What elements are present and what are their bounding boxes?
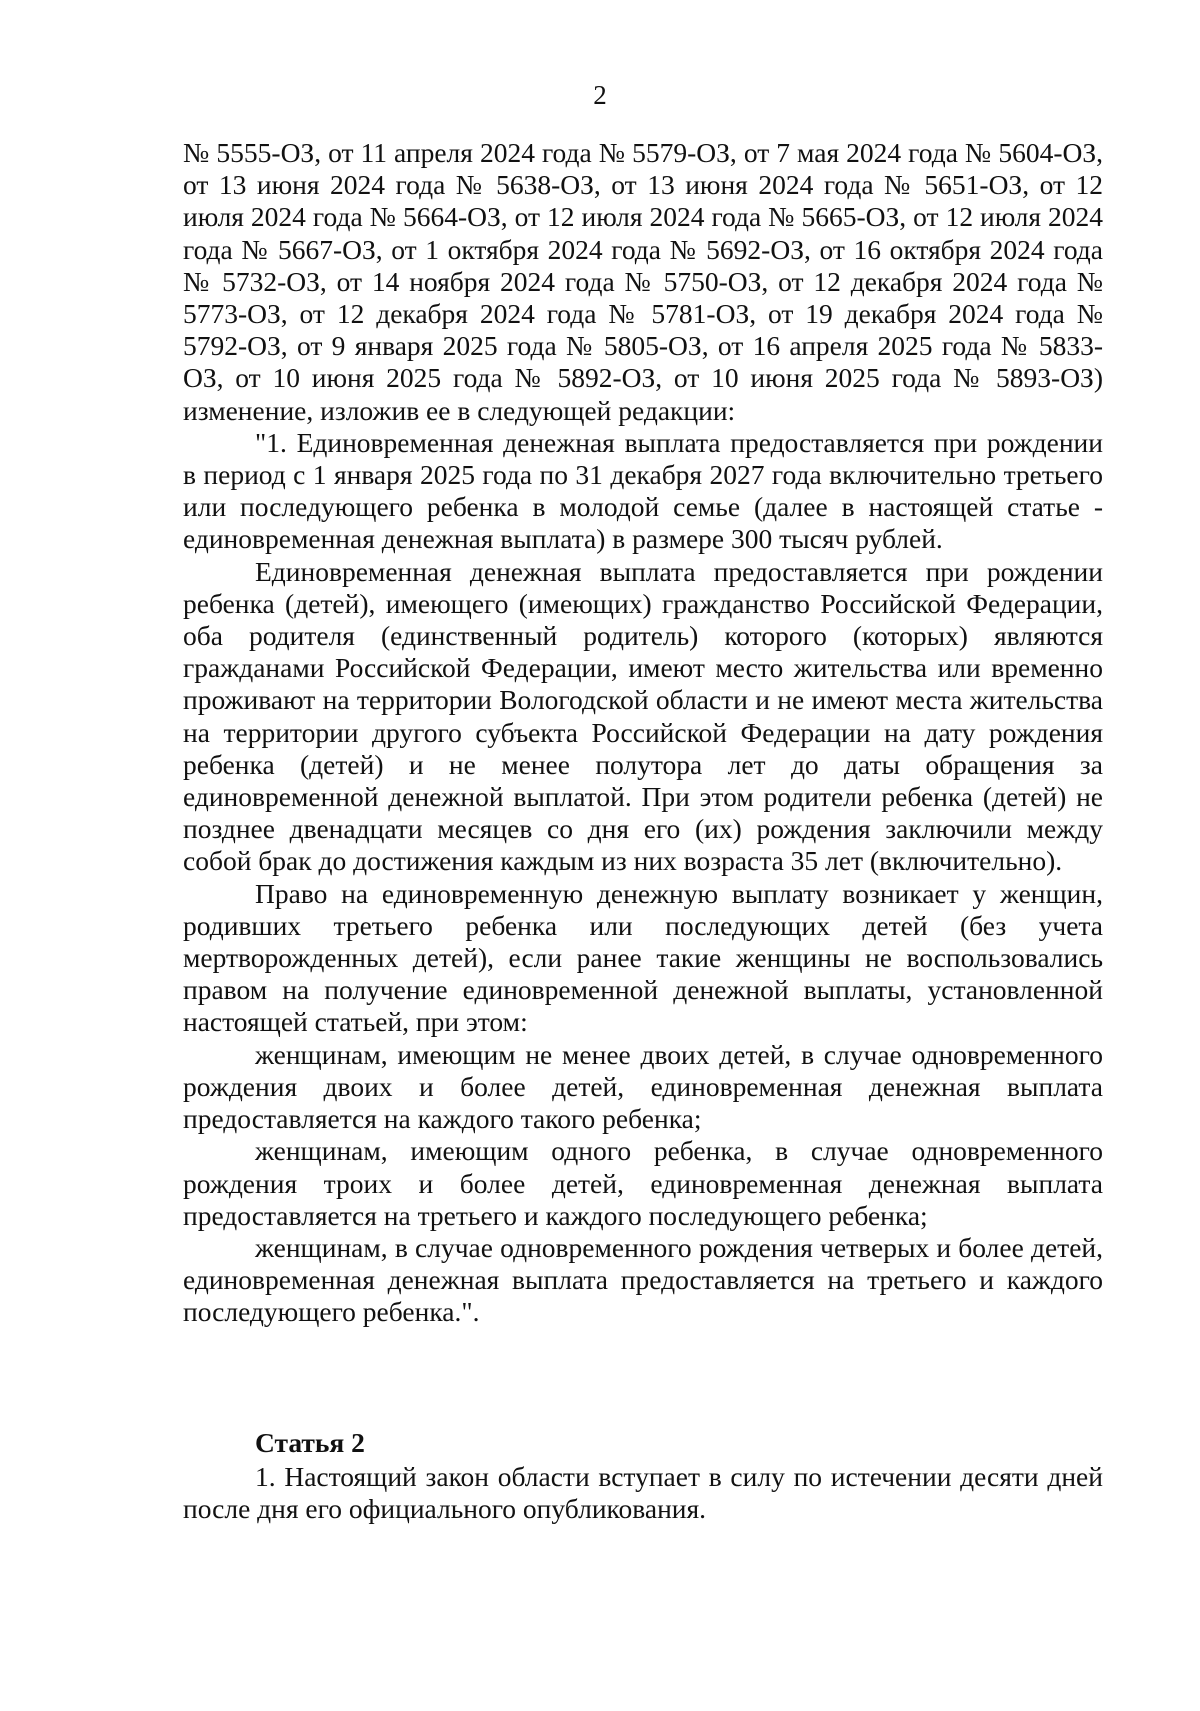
entitlement-paragraph: Право на единовременную денежную выплату возникает у женщин, родивших третьего ребенка или последующих детей (без учета мертворожденных детей), если ранее такие женщины не воспользовались правом на получение единовременной денежной выплаты, установленной настоящей статьей, при этом: xyxy=(183,877,1103,1038)
article-title: Статья 2 xyxy=(255,1427,365,1458)
case-one-child-paragraph: женщинам, имеющим одного ребенка, в случае одновременного рождения троих и более детей, единовременная денежная выплата предоставляется на третьего и каждого последующего ребенка; xyxy=(183,1135,1103,1231)
clause-1-paragraph: "1. Единовременная денежная выплата предоставляется при рождении в период с 1 января 2025 года по 31 декабря 2027 года включительно третьего или последующего ребенка в молодой семье (далее в настоящей статье - единовременная денежная выплата) в размере 300 тысяч рублей. xyxy=(183,426,1103,555)
article-2-section xyxy=(183,1427,1103,1526)
article-paragraph: 1. Настоящий закон области вступает в силу по истечении десяти дней после дня его официального опубликования. xyxy=(183,1461,1103,1525)
case-two-children-paragraph: женщинам, имеющим не менее двоих детей, в случае одновременного рождения двоих и более детей, единовременная денежная выплата предоставляется на каждого такого ребенка; xyxy=(183,1038,1103,1135)
page-number: 2 xyxy=(593,80,607,110)
law-amendment-text xyxy=(183,137,1103,1329)
amendment-list-paragraph: № 5555-ОЗ, от 11 апреля 2024 года № 5579-ОЗ, от 7 мая 2024 года № 5604-ОЗ, от 13 июня 2024 года № 5638-ОЗ, от 13 июня 2024 года № 5651-ОЗ, от 12 июля 2024 года № 5664-ОЗ, от 12 июля 2024 года № 5665-ОЗ, от 12 июля 2024 года № 5667-ОЗ, от 1 октября 2024 года № 5692-ОЗ, от 16 октября 2024 года № 5732-ОЗ, от 14 ноября 2024 года № 5750-ОЗ, от 12 декабря 2024 года № 5773-ОЗ, от 12 декабря 2024 года № 5781-ОЗ, от 19 декабря 2024 года № 5792-ОЗ, от 9 января 2025 года № 5805-ОЗ, от 16 апреля 2025 года № 5833-ОЗ, от 10 июня 2025 года № 5892-ОЗ, от 10 июня 2025 года № 5893-ОЗ) изменение, изложив ее в следующей редакции: xyxy=(183,137,1103,426)
case-no-children-paragraph: женщинам, в случае одновременного рождения четверых и более детей, единовременная денежная выплата предоставляется на третьего и каждого последующего ребенка.". xyxy=(183,1231,1103,1328)
eligibility-paragraph: Единовременная денежная выплата предоставляется при рождении ребенка (детей), имеющего (имеющих) гражданство Российской Федерации, оба родителя (единственный родитель) которого (которых) являются гражданами Российской Федерации, имеют место жительства или временно проживают на территории Вологодской области и не имеют места жительства на территории другого субъекта Российской Федерации на дату рождения ребенка (детей) и не менее полутора лет до даты обращения за единовременной денежной выплатой. При этом родители ребенка (детей) не позднее двенадцати месяцев со дня его (их) рождения заключили между собой брак до достижения каждым из них возраста 35 лет (включительно). xyxy=(183,555,1103,877)
